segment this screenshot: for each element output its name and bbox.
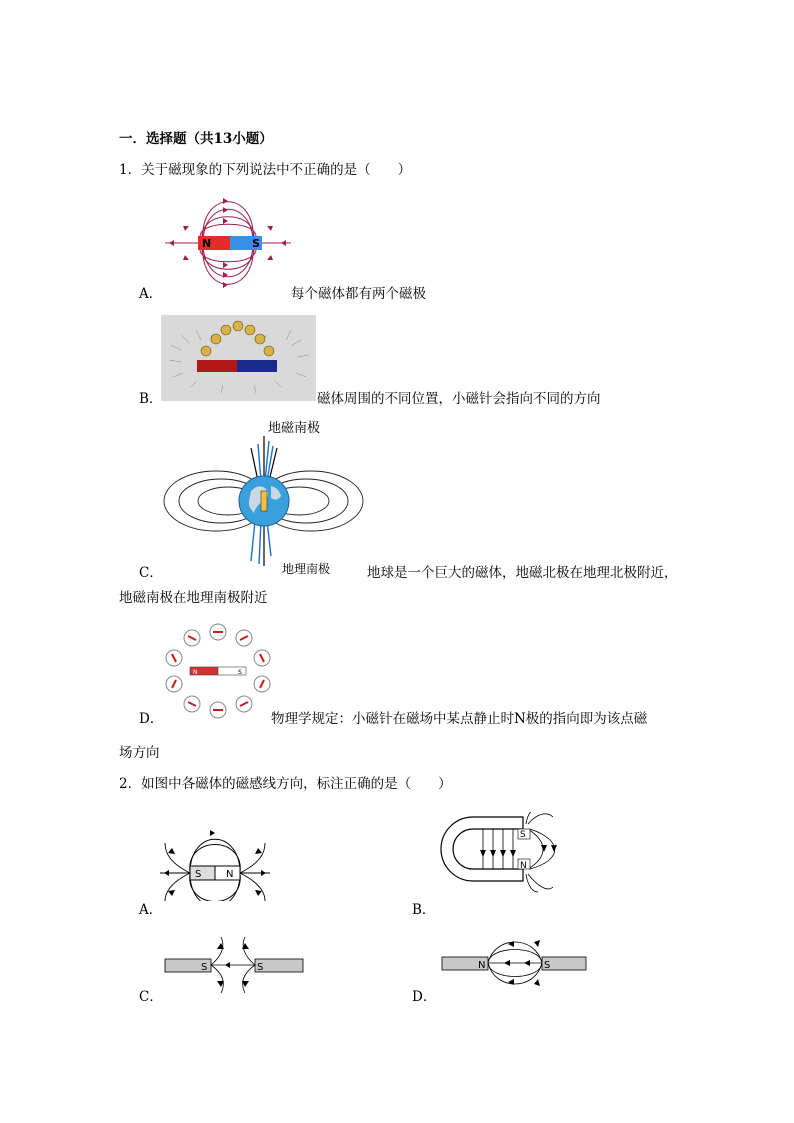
compass-magnet-s: S: [238, 669, 242, 676]
iron-filings-photo: [161, 315, 316, 401]
compass-ring-figure: [162, 622, 274, 722]
q2-fig-c-like-poles: [163, 935, 305, 993]
q1-option-d-text: 物理学规定：小磁针在磁场中某点静止时N极的指向即为该点磁: [271, 711, 648, 727]
bar-magnet-field-figure: [163, 193, 293, 297]
earth-magnetic-field-figure: [161, 436, 367, 566]
q2-option-c-label: C．: [139, 989, 163, 1005]
q1-option-c-text-cont: 地磁南极在地理南极附近: [119, 590, 268, 606]
q2a-right-pole: N: [226, 869, 234, 880]
q1-option-a-label: A．: [139, 286, 163, 302]
q1-option-c-label: C．: [139, 565, 163, 581]
q2d-right-pole: S: [544, 960, 551, 971]
magnet-n-label: N: [202, 237, 212, 250]
q2c-right-pole: S: [257, 962, 264, 973]
q2a-left-pole: S: [195, 869, 202, 880]
q2-fig-b-u-magnet: [438, 812, 578, 908]
geomagnetic-south-label: 地磁南极: [268, 421, 321, 436]
q2-option-b-label: B．: [412, 902, 436, 918]
q2-fig-a-bar-magnet: [160, 823, 270, 901]
q2-fig-d-unlike-poles: [440, 930, 588, 996]
q2c-left-pole: S: [201, 962, 208, 973]
question-1-stem: 1．关于磁现象的下列说法中不正确的是（ ）: [119, 162, 412, 178]
q1-option-a-text: 每个磁体都有两个磁极: [291, 286, 426, 302]
q1-option-c-text: 地球是一个巨大的磁体，地磁北极在地理北极附近，: [367, 565, 678, 581]
q1-option-b-label: B．: [139, 391, 163, 407]
q1-option-b-text: 磁体周围的不同位置，小磁针会指向不同的方向: [317, 391, 601, 407]
q1-option-d-text-cont: 场方向: [119, 745, 160, 761]
geographic-south-label: 地理南极: [282, 562, 331, 576]
q2-option-d-label: D．: [412, 989, 437, 1005]
q2b-bottom-pole: N: [520, 861, 527, 871]
compass-magnet-n: N: [193, 669, 198, 676]
magnet-s-label: S: [252, 237, 260, 250]
q2b-top-pole: S: [520, 830, 526, 840]
q2-option-a-label: A．: [139, 902, 163, 918]
question-2-stem: 2．如图中各磁体的磁感线方向，标注正确的是（ ）: [119, 776, 452, 792]
q2d-left-pole: N: [478, 960, 486, 971]
q1-option-d-label: D．: [139, 711, 164, 727]
section-title: 一．选择题（共13小题）: [119, 131, 273, 147]
